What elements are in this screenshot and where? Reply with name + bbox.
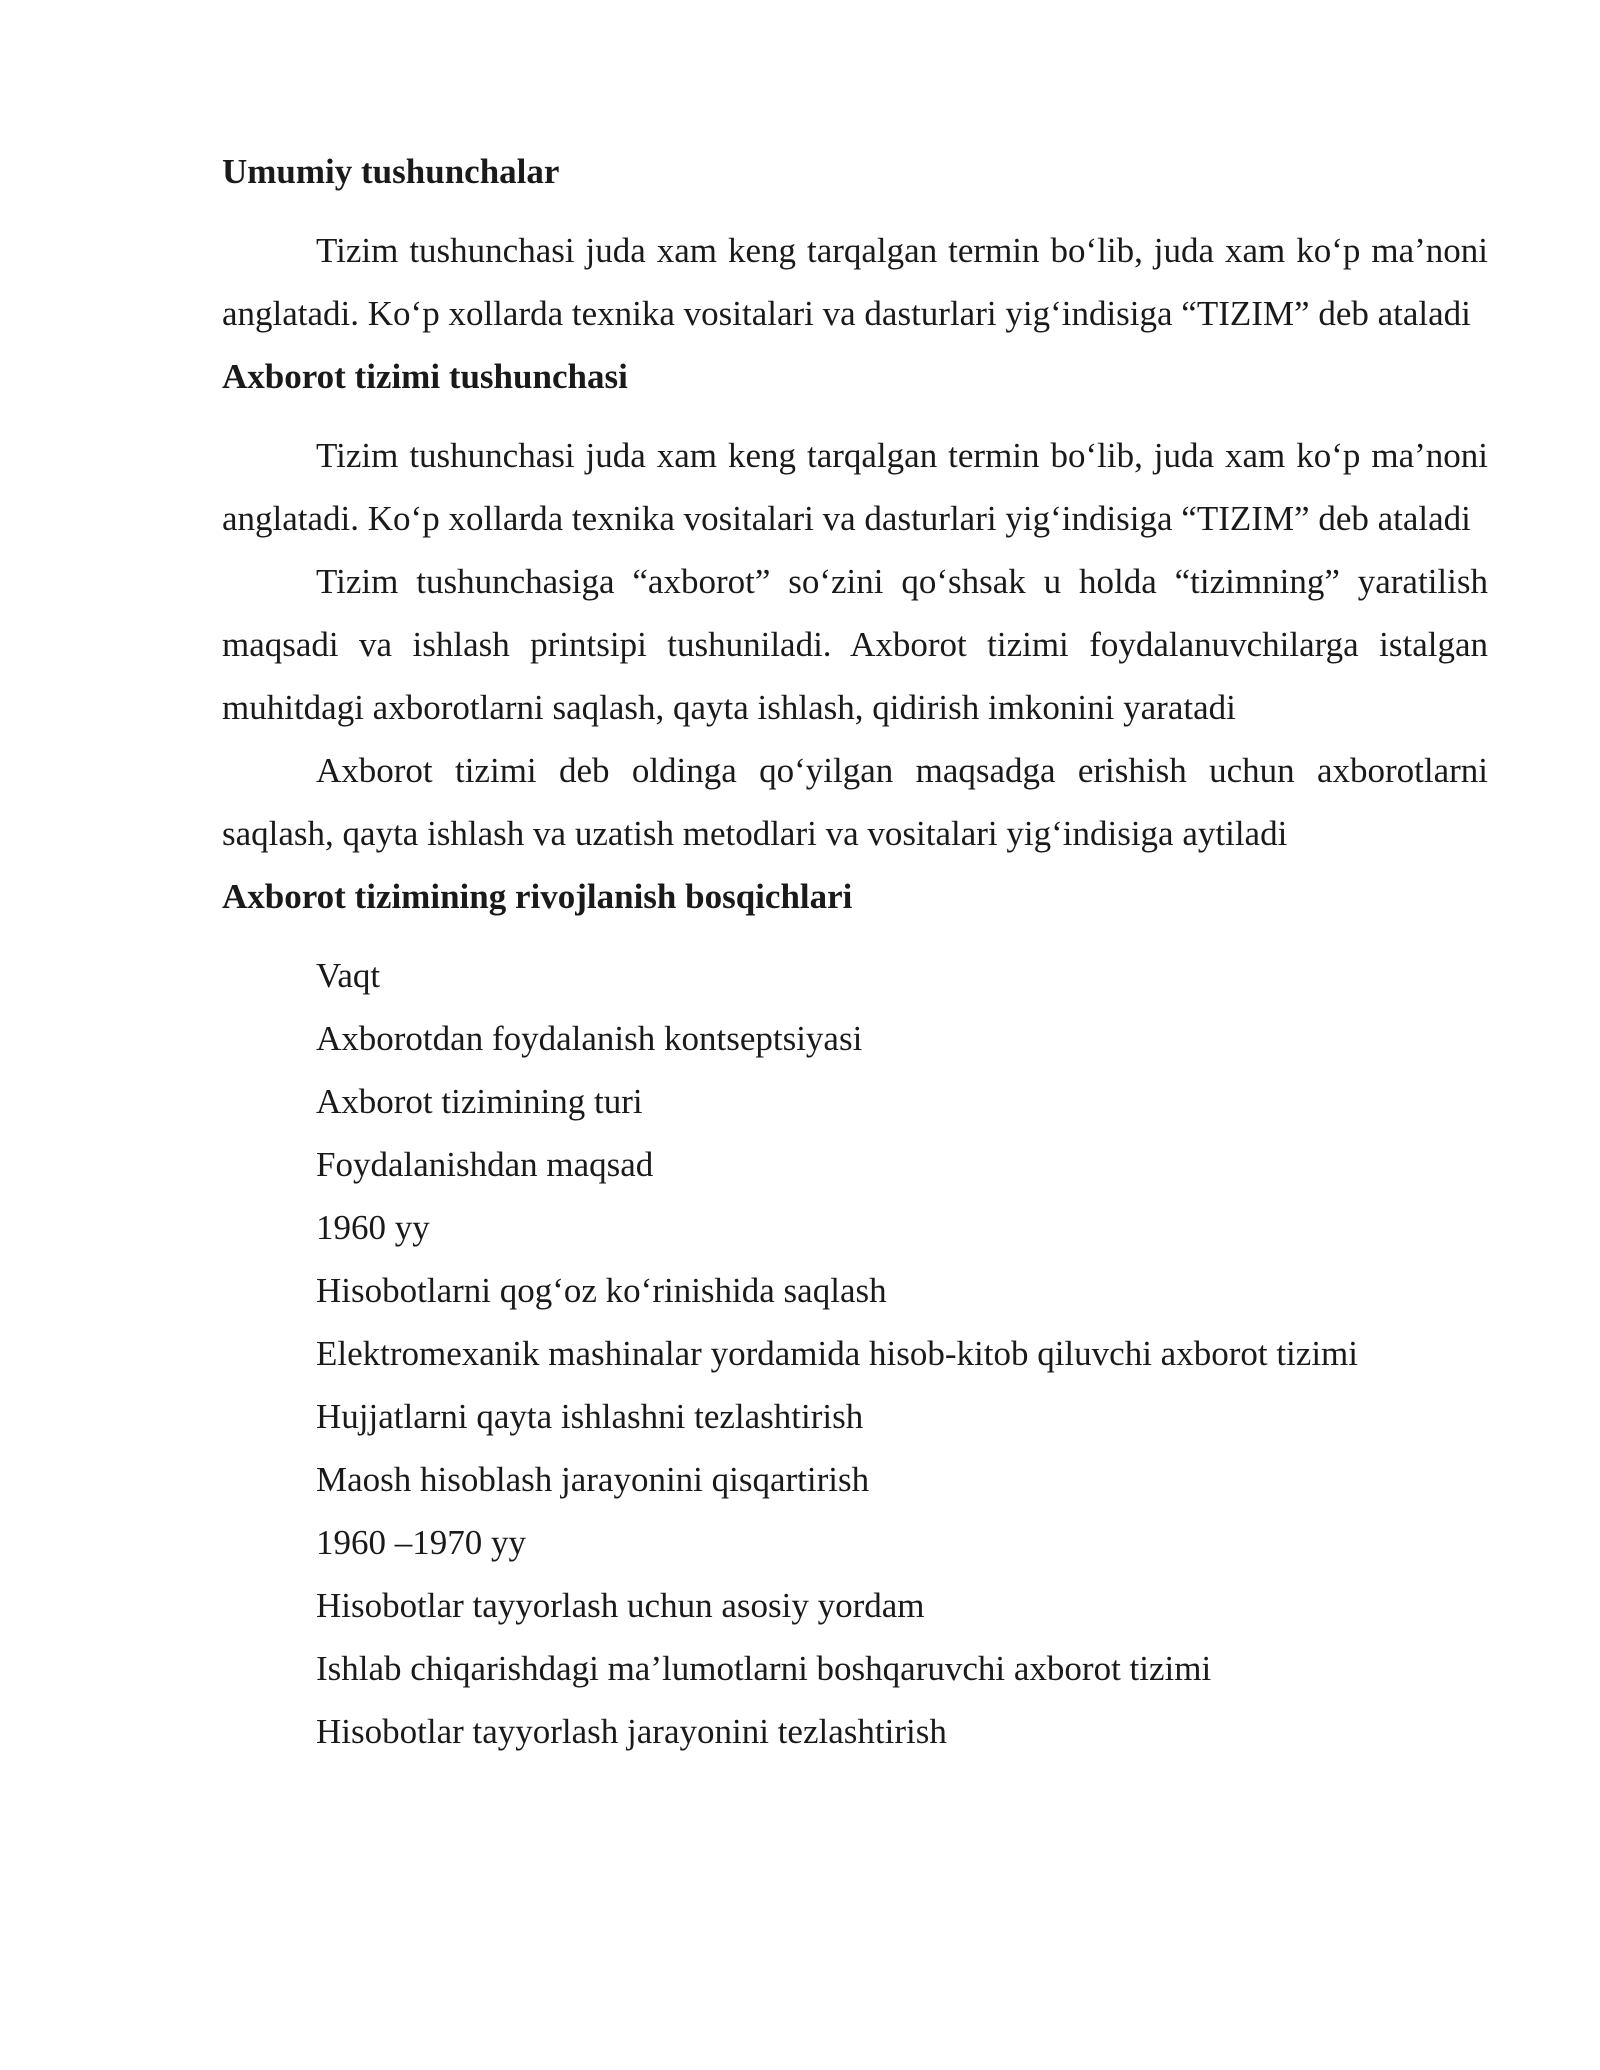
- list-item: 1960 yy: [316, 1208, 430, 1247]
- list-item: 1960 –1970 yy: [316, 1523, 526, 1562]
- paragraph: Axborot tizimi deb oldinga qo‘yilgan maqsadga erishish uchun axborotlarni saqlash, qayta ishlash va uzatish metodlari va vositalari yig‘indisiga aytiladi: [222, 751, 1488, 853]
- document-page: [222, 140, 1488, 1763]
- list-item: Ishlab chiqarishdagi ma’lumotlarni boshqaruvchi axborot tizimi: [316, 1649, 1212, 1688]
- list-item: Maosh hisoblash jarayonini qisqartirish: [316, 1460, 870, 1499]
- list-item: Hisobotlarni qog‘oz ko‘rinishida saqlash: [316, 1271, 887, 1310]
- paragraph: Tizim tushunchasi juda xam keng tarqalgan termin bo‘lib, juda xam ko‘p ma’noni anglatadi. Ko‘p xollarda texnika vositalari va dasturlari yig‘indisiga “TIZIM” deb ataladi: [222, 436, 1488, 538]
- section-heading-rivojlanish: Axborot tizimining rivojlanish bosqichlari: [222, 877, 853, 916]
- paragraph: Tizim tushunchasi juda xam keng tarqalgan termin bo‘lib, juda xam ko‘p ma’noni anglatadi. Ko‘p xollarda texnika vositalari va dasturlari yig‘indisiga “TIZIM” deb ataladi: [222, 231, 1488, 333]
- list-item: Foydalanishdan maqsad: [316, 1145, 654, 1184]
- list-item: Elektromexanik mashinalar yordamida hisob-kitob qiluvchi axborot tizimi: [316, 1334, 1358, 1373]
- list-item: Hisobotlar tayyorlash jarayonini tezlashtirish: [316, 1712, 947, 1751]
- list-item: Axborotdan foydalanish kontseptsiyasi: [316, 1019, 863, 1058]
- list-item: Hujjatlarni qayta ishlashni tezlashtirish: [316, 1397, 864, 1436]
- section-heading-umumiy: Umumiy tushunchalar: [222, 152, 560, 191]
- list-item: Vaqt: [316, 956, 381, 995]
- list-item: Axborot tizimining turi: [316, 1082, 643, 1121]
- stages-list: [222, 944, 1488, 1763]
- list-item: Hisobotlar tayyorlash uchun asosiy yordam: [316, 1586, 925, 1625]
- paragraph: Tizim tushunchasiga “axborot” so‘zini qo‘shsak u holda “tizimning” yaratilish maqsadi va ishlash printsipi tushuniladi. Axborot tizimi foydalanuvchilarga istalgan muhitdagi axborotlarni saqlash, qayta ishlash, qidirish imkonini yaratadi: [222, 562, 1488, 727]
- section-heading-axborot-tizimi: Axborot tizimi tushunchasi: [222, 357, 628, 396]
